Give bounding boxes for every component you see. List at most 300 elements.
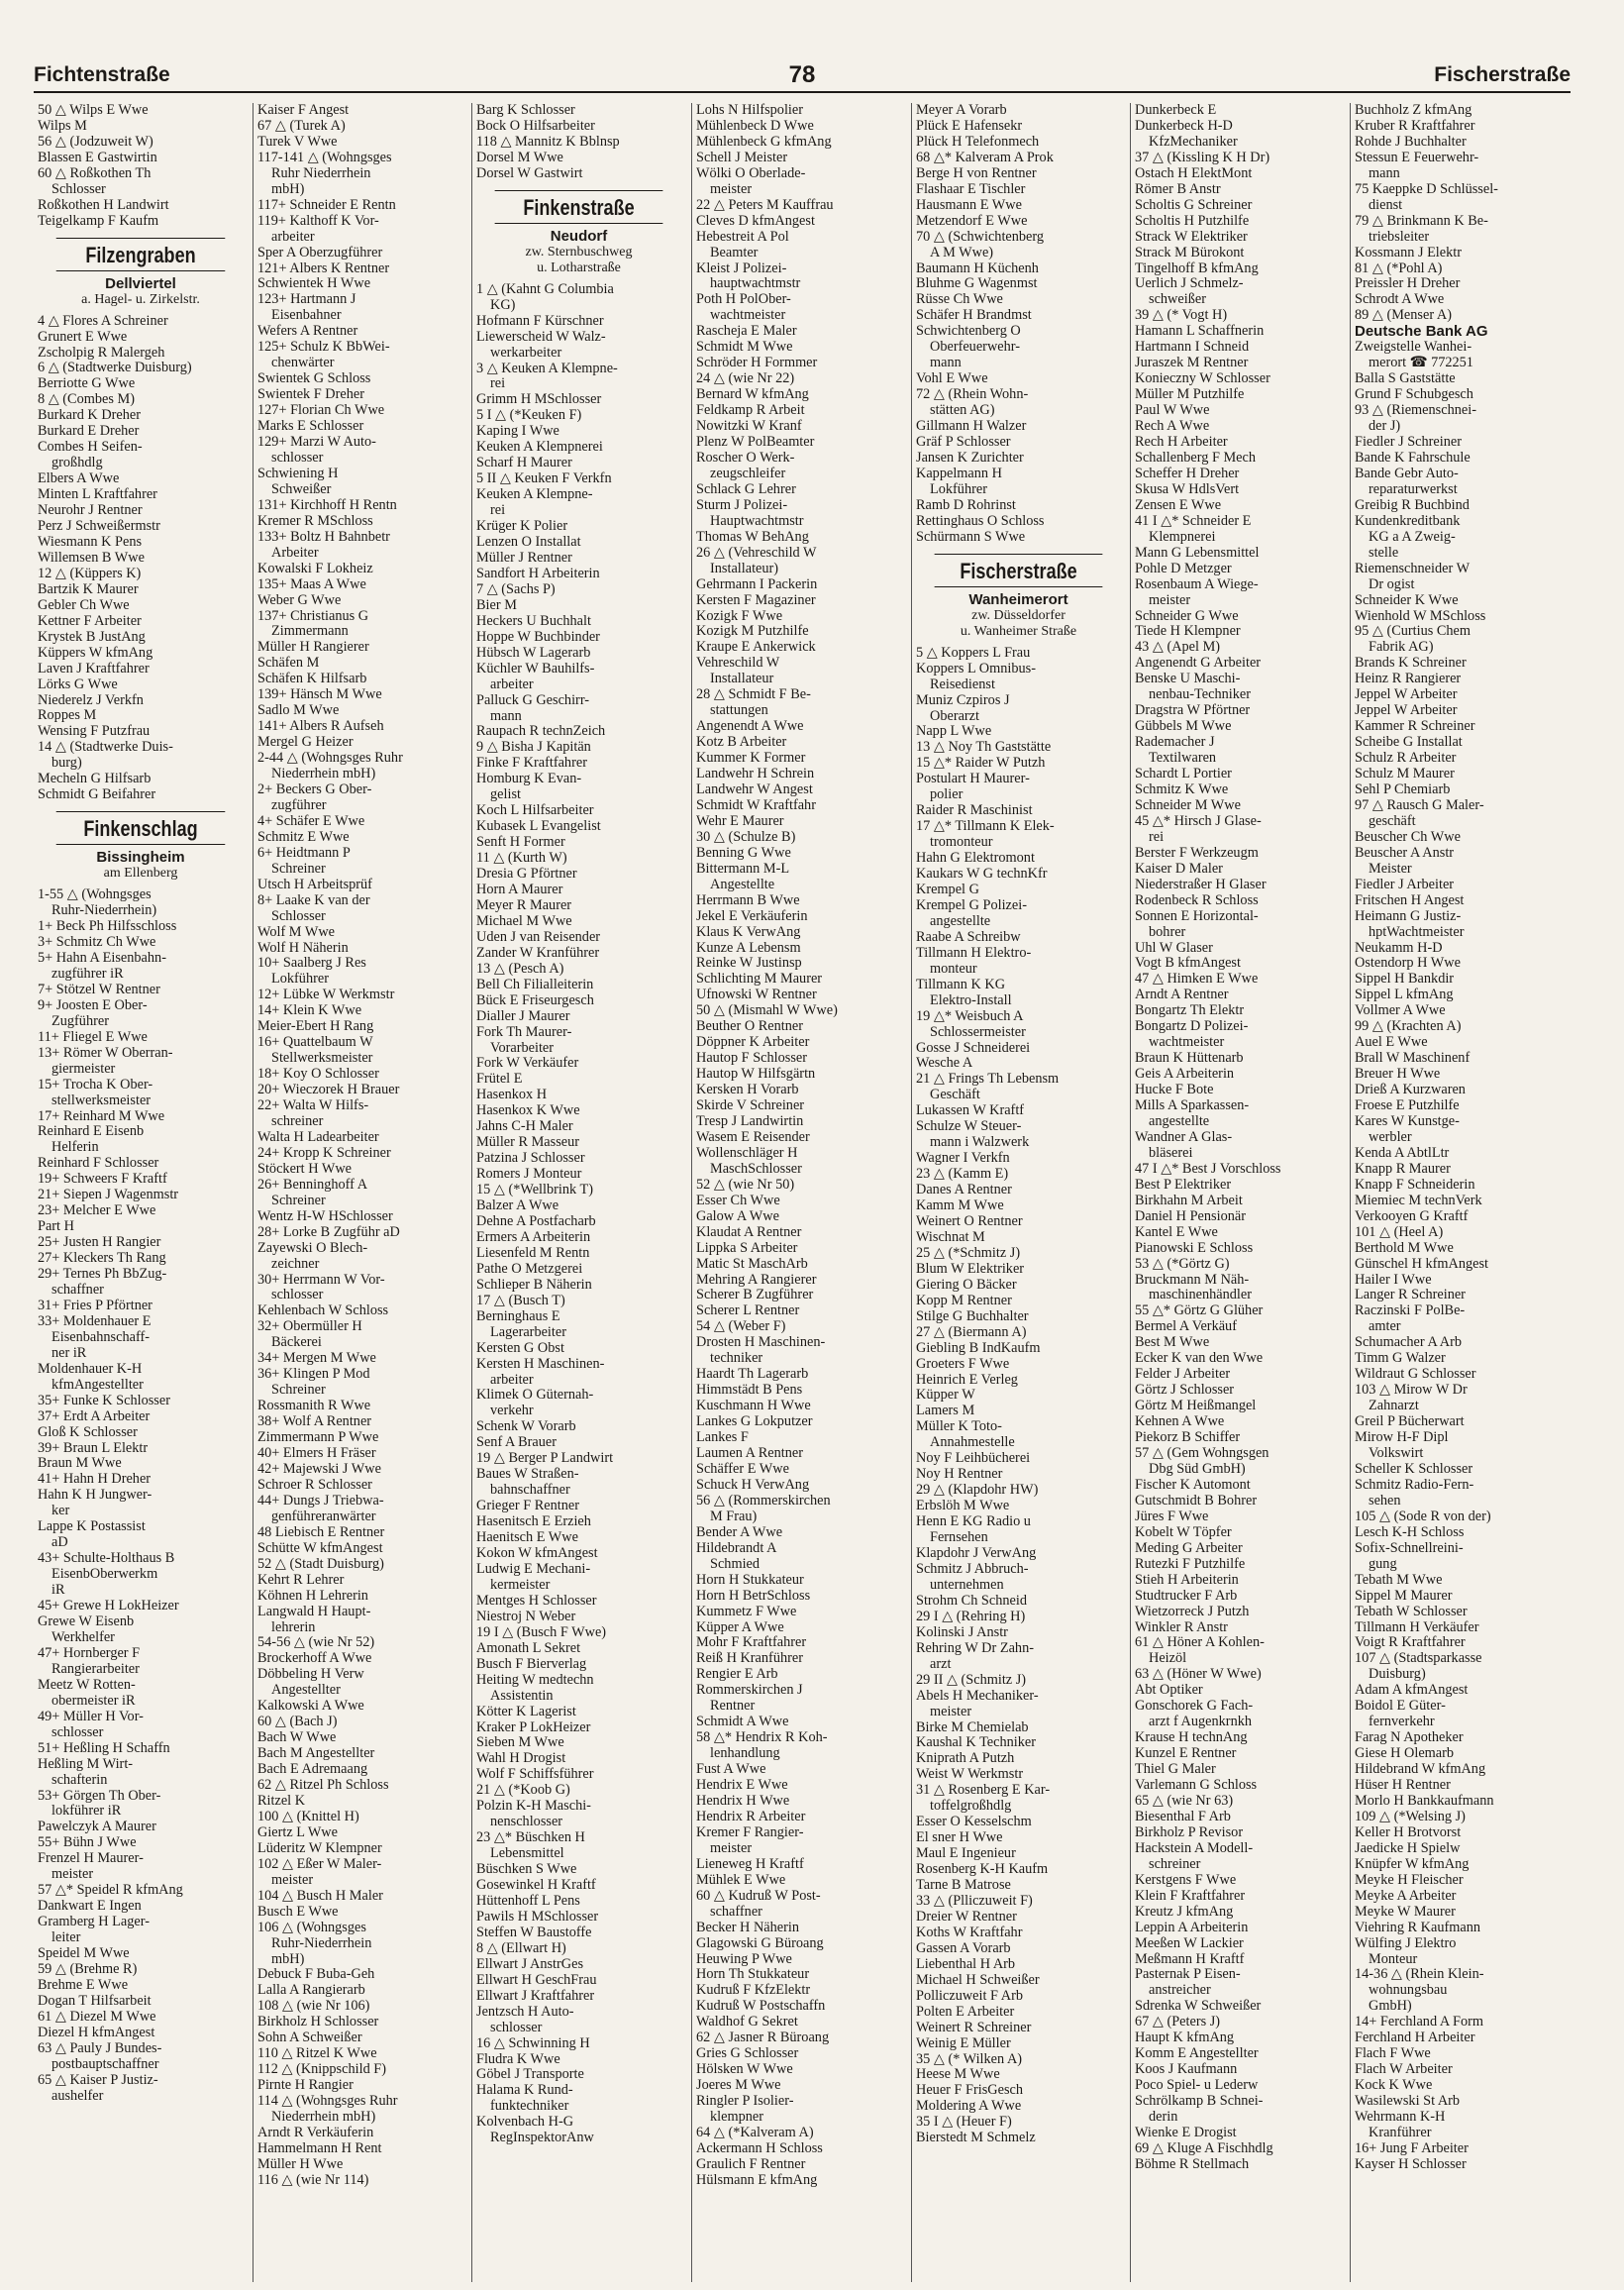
directory-entry: Napp L Wwe [916, 723, 992, 740]
directory-entry: Bach W Wwe [257, 1729, 337, 1746]
directory-entry: Meyke W Maurer [1355, 1903, 1456, 1920]
directory-entry: Jeppel W Arbeiter [1355, 686, 1458, 703]
directory-entry: 89 △ (Menser A) [1355, 307, 1452, 324]
directory-entry: Kowalski F Lokheiz [257, 560, 373, 576]
entry-continuation: großhdlg [51, 455, 103, 471]
entry-continuation: Werkhelfer [51, 1628, 115, 1645]
directory-column-2 [253, 103, 464, 2282]
entry-continuation: verkehr [490, 1403, 534, 1419]
directory-entry: Bock O Hilfsarbeiter [476, 117, 595, 134]
directory-entry: Klapdohr J VerwAng [916, 1545, 1037, 1562]
directory-entry: 29+ Ternes Ph BbZug- [38, 1266, 167, 1283]
directory-entry: Rech A Wwe [1135, 418, 1210, 435]
directory-entry: 34+ Mergen M Wwe [257, 1350, 376, 1367]
directory-entry: 27 △ (Biermann A) [916, 1323, 1027, 1340]
directory-entry: 27+ Kleckers Th Rang [38, 1250, 166, 1267]
directory-entry: 59 △ (Brehme R) [38, 1960, 138, 1977]
directory-entry: Bernard W kfmAng [696, 386, 809, 403]
directory-entry: Kaiser F Angest [257, 103, 350, 118]
entry-continuation: hauptwachtmstr [710, 275, 801, 292]
entry-continuation: Arbeiter [271, 544, 319, 561]
directory-entry: Esser O Kesselschm [916, 1814, 1032, 1830]
directory-entry: Küppers W kfmAng [38, 644, 153, 661]
directory-entry: Lieneweg H Kraftf [696, 1855, 804, 1872]
directory-entry: Neukamm H-D [1355, 939, 1443, 956]
directory-entry: 43+ Schulte-Holthaus B [38, 1550, 175, 1567]
directory-entry: Schlieper B Näherin [476, 1276, 592, 1293]
directory-entry: Arndt A Rentner [1135, 987, 1229, 1003]
directory-entry: Elbers A Wwe [38, 470, 120, 487]
directory-entry: 10+ Saalberg J Res [257, 955, 366, 972]
directory-entry: Matic St MaschArb [696, 1255, 808, 1272]
directory-entry: Wienke E Drogist [1135, 2125, 1237, 2140]
directory-entry: Diezel H kfmAngest [38, 2024, 155, 2040]
directory-entry: Winkler R Anstr [1135, 1618, 1228, 1635]
entry-continuation: leiter [51, 1929, 81, 1946]
directory-entry: Kersten F Magaziner [696, 591, 816, 608]
directory-entry: Lesch K-H Schloss [1355, 1523, 1465, 1540]
directory-entry: Bartzik K Maurer [38, 580, 139, 597]
entry-continuation: Ruhr-Niederrhein) [51, 902, 157, 919]
directory-entry: Scherer B Zugführer [696, 1287, 814, 1303]
directory-entry: Sadlo M Wwe [257, 702, 340, 719]
directory-entry: 5 △ Koppers L Frau [916, 644, 1031, 661]
directory-entry: Rehring W Dr Zahn- [916, 1639, 1034, 1656]
directory-entry: Noy F Leihbücherei [916, 1450, 1031, 1467]
directory-entry: Wasilewski St Arb [1355, 2093, 1461, 2110]
directory-entry: Breuer H Wwe [1355, 1066, 1441, 1083]
directory-entry: 49+ Müller H Vor- [38, 1708, 144, 1724]
entry-continuation: Heizöl [1149, 1650, 1187, 1667]
entry-continuation: obermeister iR [51, 1692, 136, 1709]
directory-entry: 32+ Obermüller H [257, 1318, 362, 1335]
directory-entry: Hamann L Schaffnerin [1135, 323, 1265, 340]
directory-entry: Mecheln G Hilfsarb [38, 771, 152, 787]
directory-entry: 9 △ Bisha J Kapitän [476, 739, 591, 756]
directory-entry: Herrmann B Wwe [696, 891, 800, 908]
directory-entry: Mohr F Kraftfahrer [696, 1634, 807, 1651]
directory-entry: Kettner F Arbeiter [38, 612, 142, 629]
entry-continuation: Schweißer [271, 480, 332, 497]
directory-entry: Fludra K Wwe [476, 2050, 560, 2067]
entry-continuation: anstreicher [1149, 1982, 1211, 1999]
directory-entry: 8 △ (Ellwart H) [476, 1939, 566, 1956]
entry-continuation: arbeiter [271, 228, 315, 245]
directory-entry: 63 △ Pauly J Bundes- [38, 2039, 162, 2056]
directory-entry: Schmitz Radio-Fern- [1355, 1476, 1474, 1493]
directory-entry: Koths W Kraftfahr [916, 1924, 1023, 1940]
entry-continuation: stattungen [710, 702, 768, 719]
directory-entry: Römer B Anstr [1135, 180, 1221, 197]
directory-entry: Schumacher A Arb [1355, 1334, 1463, 1351]
entry-continuation: mann i Walzwerk [930, 1134, 1030, 1151]
directory-entry: Wandner A Glas- [1135, 1128, 1233, 1145]
entry-continuation: lehrerin [271, 1618, 316, 1635]
directory-entry: Krempel G Polizei- [916, 896, 1027, 913]
directory-column-7 [1350, 103, 1562, 2282]
directory-entry: 13+ Römer W Oberran- [38, 1044, 173, 1061]
street-location-note: u. Lotharstraße [537, 260, 621, 275]
directory-entry: Wahl H Drogist [476, 1750, 566, 1767]
entry-continuation: polier [930, 786, 964, 803]
directory-entry: 72 △ (Rhein Wohn- [916, 386, 1029, 403]
directory-entry: 137+ Christianus G [257, 607, 369, 624]
directory-entry: Scharf H Maurer [476, 455, 572, 471]
directory-entry: Hendrix H Wwe [696, 1792, 790, 1809]
directory-column-3 [471, 103, 683, 2282]
entry-continuation: triebsleiter [1369, 228, 1430, 245]
directory-entry: 11+ Fliegel E Wwe [38, 1028, 148, 1045]
directory-entry: 65 △ (wie Nr 63) [1135, 1792, 1234, 1809]
directory-entry: Jentzsch H Auto- [476, 2003, 574, 2020]
directory-entry: 119+ Kalthoff K Vor- [257, 212, 379, 229]
directory-entry: Heuwing P Wwe [696, 1950, 792, 1967]
directory-entry: Stieh H Arbeiterin [1135, 1571, 1239, 1588]
directory-entry: Schwichtenberg O [916, 323, 1021, 340]
directory-entry: Farag N Apotheker [1355, 1729, 1464, 1746]
directory-entry: Brall W Maschinenf [1355, 1050, 1471, 1067]
entry-continuation: Lebensmittel [490, 1845, 564, 1862]
directory-entry: Hahn G Elektromont [916, 850, 1035, 867]
directory-entry: Heinrich E Verleg [916, 1371, 1018, 1388]
directory-entry: Ermers A Arbeiterin [476, 1228, 591, 1245]
directory-entry: Rech H Arbeiter [1135, 434, 1228, 451]
directory-entry: Benning G Wwe [696, 844, 791, 861]
directory-entry: Knüpfer W kfmAng [1355, 1855, 1470, 1872]
directory-entry: 106 △ (Wohngsges [257, 1919, 366, 1935]
directory-entry: 2+ Beckers G Ober- [257, 781, 372, 797]
directory-entry: Schneider M Wwe [1135, 796, 1241, 813]
entry-continuation: tromonteur [930, 834, 993, 851]
entry-continuation: mann [1369, 164, 1400, 181]
directory-entry: 36+ Klingen P Mod [257, 1366, 370, 1383]
directory-entry: Rosenberg K-H Kaufm [916, 1861, 1049, 1878]
directory-entry: Hasenkox K Wwe [476, 1102, 580, 1119]
entry-continuation: wachtmeister [710, 307, 786, 324]
directory-entry: Palluck G Geschirr- [476, 691, 590, 708]
entry-continuation: angestellte [1149, 1113, 1210, 1129]
directory-entry: 22+ Walta W Hilfs- [257, 1097, 369, 1114]
directory-entry: 8+ Laake K van der [257, 891, 370, 908]
directory-entry: Esser Ch Wwe [696, 1192, 780, 1208]
entry-continuation: unternehmen [930, 1576, 1004, 1593]
directory-entry: 42+ Majewski J Wwe [257, 1460, 381, 1477]
directory-entry: Knapp F Schneiderin [1355, 1176, 1475, 1193]
directory-entry: Homburg K Evan- [476, 771, 582, 787]
directory-entry: Giese H Olemarb [1355, 1745, 1455, 1762]
entry-continuation: schlosser [490, 2019, 543, 2035]
directory-entry: 17 △* Tillmann K Elek- [916, 818, 1055, 835]
directory-entry: Blassen E Gastwirtin [38, 149, 157, 165]
entry-continuation: Dr ogist [1369, 575, 1415, 592]
directory-entry: 109 △ (*Welsing J) [1355, 1808, 1466, 1824]
directory-entry: Horn H BetrSchloss [696, 1587, 811, 1604]
directory-entry: Fiedler J Schreiner [1355, 434, 1462, 451]
directory-entry: Weist W Werkmstr [916, 1766, 1024, 1783]
directory-entry: Balla S Gaststätte [1355, 370, 1456, 387]
directory-entry: Schardt L Portier [1135, 766, 1232, 782]
directory-entry: Laven J Kraftfahrer [38, 660, 150, 677]
directory-entry: Weinert R Schreiner [916, 2019, 1032, 2035]
directory-entry: Büschken S Wwe [476, 1861, 577, 1878]
street-title: Finkenschlag [56, 811, 226, 845]
directory-entry: Koos J Kaufmann [1135, 2061, 1238, 2078]
entry-continuation: mbH) [271, 1950, 305, 1967]
directory-entry: Schneider K Wwe [1355, 591, 1459, 608]
directory-entry: Roßkothen H Landwirt [38, 196, 169, 213]
entry-continuation: Oberfeuerwehr- [930, 339, 1020, 356]
entry-continuation: aushelfer [51, 2087, 104, 2104]
directory-entry: Kötter K Lagerist [476, 1703, 576, 1719]
directory-entry: 33+ Moldenhauer E [38, 1312, 152, 1329]
directory-entry: Kerstgens F Wwe [1135, 1871, 1237, 1888]
entry-continuation: iR [51, 1582, 65, 1599]
directory-entry: Bande K Fahrschule [1355, 449, 1471, 466]
directory-entry: Kunze A Lebensm [696, 939, 801, 956]
directory-entry: Flach F Wwe [1355, 2045, 1431, 2062]
directory-entry: Berge H von Rentner [916, 164, 1037, 181]
entry-continuation: Zimmermann [271, 623, 349, 640]
directory-entry: Miemiec M technVerk [1355, 1192, 1482, 1208]
directory-entry: Part H [38, 1218, 74, 1235]
directory-entry: Koch L Hilfsarbeiter [476, 802, 594, 819]
directory-entry: Angenendt G Arbeiter [1135, 655, 1262, 672]
page-header [34, 61, 1571, 93]
entry-continuation: meister [271, 1871, 314, 1888]
directory-entry: Ufnowski W Rentner [696, 987, 817, 1003]
directory-entry: Mühlenbeck D Wwe [696, 117, 814, 134]
street-title: Finkenstraße [495, 190, 663, 224]
directory-entry: Kummer K Former [696, 750, 806, 767]
directory-entry: 75 Kaeppke D Schlüssel- [1355, 180, 1498, 197]
directory-entry: Daniel H Pensionär [1135, 1207, 1246, 1224]
directory-entry: Schäfen M [257, 655, 320, 672]
directory-entry: 131+ Kirchhoff H Rentn [257, 496, 397, 513]
directory-entry: Teigelkamp F Kaufm [38, 212, 159, 229]
directory-entry: Berriotte G Wwe [38, 375, 136, 392]
directory-entry: Kubasek L Evangelist [476, 818, 601, 835]
directory-entry: Bruckmann M Näh- [1135, 1271, 1250, 1288]
directory-entry: Tarne B Matrose [916, 1877, 1011, 1894]
directory-entry: Wolf F Schiffsführer [476, 1766, 594, 1783]
entry-continuation: Bäckerei [271, 1334, 322, 1351]
directory-entry: 7+ Stötzel W Rentner [38, 981, 160, 997]
directory-entry: Weinig E Müller [916, 2034, 1011, 2051]
directory-entry: Kotz B Arbeiter [696, 734, 787, 751]
directory-entry: 19 I △ (Busch F Wwe) [476, 1623, 607, 1640]
directory-entry: 14 △ (Stadtwerke Duis- [38, 739, 173, 756]
directory-entry: Sdrenka W Schweißer [1135, 1998, 1262, 2015]
entry-continuation: Schreiner [271, 860, 326, 877]
directory-entry: Buchholz Z kfmAng [1355, 103, 1472, 118]
directory-entry: Groeters F Wwe [916, 1355, 1010, 1372]
district-name: Neudorf [550, 227, 608, 245]
directory-entry: 6+ Heidtmann P [257, 844, 351, 861]
directory-entry: 18+ Koy O Schlosser [257, 1066, 379, 1083]
directory-entry: Reinke W Justinsp [696, 955, 802, 972]
directory-entry: Tebath W Schlosser [1355, 1603, 1468, 1619]
district-name: Bissingheim [96, 849, 185, 867]
directory-entry: Adam A kfmAngest [1355, 1682, 1469, 1699]
directory-entry: Schwientek H Wwe [257, 275, 371, 292]
directory-entry: Greibig R Buchbind [1355, 496, 1470, 513]
directory-entry: Plenz W PolBeamter [696, 434, 815, 451]
entry-continuation: zugführer iR [51, 965, 124, 982]
entry-continuation: kermeister [490, 1576, 551, 1593]
directory-entry: Wölki O Oberlade- [696, 164, 806, 181]
directory-entry: Froese E Putzhilfe [1355, 1097, 1460, 1114]
entry-continuation: toffelgroßhdlg [930, 1798, 1012, 1815]
directory-entry: 52 △ (Stadt Duisburg) [257, 1555, 384, 1572]
directory-entry: Graulich F Rentner [696, 2155, 806, 2172]
directory-entry: Kokon W kfmAngest [476, 1545, 598, 1562]
entry-continuation: Angestellte [710, 876, 775, 892]
entry-continuation: bläserei [1149, 1144, 1193, 1161]
directory-entry: Meyer R Maurer [476, 896, 572, 913]
directory-entry: 110 △ Ritzel K Wwe [257, 2045, 377, 2062]
street-heading-block [916, 554, 1121, 640]
entry-continuation: schreiner [271, 1113, 324, 1129]
street-title: Filzengraben [56, 238, 226, 271]
entry-continuation: geschäft [1369, 812, 1416, 829]
directory-entry: Brehme E Wwe [38, 1976, 129, 1993]
directory-entry: Poth H PolOber- [696, 291, 791, 308]
directory-entry: Raczinski F PolBe- [1355, 1302, 1466, 1319]
directory-entry: Kolinski J Anstr [916, 1623, 1008, 1640]
entry-continuation: zeichner [271, 1255, 320, 1272]
directory-entry: Müller M Putzhilfe [1135, 386, 1245, 403]
directory-entry: Ostach H ElektMont [1135, 164, 1253, 181]
directory-entry: Zensen E Wwe [1135, 496, 1222, 513]
directory-entry: Abels H Mechaniker- [916, 1687, 1039, 1704]
directory-entry: Schäfer H Brandmst [916, 307, 1032, 324]
directory-entry: Beuscher Ch Wwe [1355, 828, 1461, 845]
entry-continuation: Ruhr-Niederrhein [271, 1934, 372, 1951]
directory-entry: Sehl P Chemiarb [1355, 781, 1451, 797]
directory-entry: 47+ Hornberger F [38, 1644, 141, 1661]
directory-entry: Maul E Ingenieur [916, 1845, 1016, 1862]
directory-entry: Ramb D Rohrinst [916, 496, 1016, 513]
entry-continuation: meister [1149, 591, 1191, 608]
directory-entry: Schwiening H [257, 465, 339, 481]
directory-entry: Bongartz D Polizei- [1135, 1018, 1249, 1035]
entry-continuation: genführeranwärter [271, 1508, 376, 1524]
street-location-note: zw. Düsseldorfer [971, 607, 1066, 623]
directory-entry: Studtrucker F Arb [1135, 1587, 1238, 1604]
directory-entry: Lankes G Lokputzer [696, 1413, 813, 1430]
directory-entry: 139+ Hänsch M Wwe [257, 686, 382, 703]
entry-continuation: dienst [1369, 196, 1403, 213]
directory-entry: Sonnen E Horizontal- [1135, 907, 1259, 924]
directory-entry: Meding G Arbeiter [1135, 1539, 1243, 1556]
directory-entry: Polzin K-H Maschi- [476, 1798, 591, 1815]
directory-entry: Küchler W Bauhilfs- [476, 660, 595, 677]
directory-entry: Günschel H kfmAngest [1355, 1255, 1489, 1272]
directory-entry: Feldkamp R Arbeit [696, 402, 805, 419]
directory-entry: 30+ Herrmann W Vor- [257, 1271, 385, 1288]
directory-entry: Roppes M [38, 707, 97, 724]
entry-continuation: ner iR [51, 1344, 87, 1361]
entry-continuation: Schlosser [51, 180, 106, 197]
directory-entry: Lukassen W Kraftf [916, 1102, 1025, 1119]
directory-entry: Kraker P LokHeizer [476, 1718, 591, 1735]
directory-entry: 60 △ Kudruß W Post- [696, 1887, 821, 1904]
directory-entry: Rommerskirchen J [696, 1682, 803, 1699]
entry-continuation: angestellte [930, 912, 991, 929]
directory-entry: Döbbeling H Verw [257, 1666, 364, 1683]
entry-continuation: techniker [710, 1350, 763, 1367]
directory-entry: Gräf P Schlosser [916, 434, 1011, 451]
directory-entry: 3+ Schmitz Ch Wwe [38, 934, 156, 951]
directory-entry: Voigt R Kraftfahrer [1355, 1634, 1466, 1651]
directory-entry: Meyke H Fleischer [1355, 1871, 1464, 1888]
directory-entry: 35 I △ (Heuer F) [916, 2114, 1012, 2131]
directory-entry: Kehnen A Wwe [1135, 1413, 1225, 1430]
directory-entry: 105 △ (Sode R von der) [1355, 1508, 1491, 1524]
directory-entry: Braun K Hüttenarb [1135, 1050, 1244, 1067]
district-name: Dellviertel [105, 274, 176, 292]
directory-entry: 53+ Görgen Th Ober- [38, 1787, 161, 1804]
directory-entry: Tillmann H Elektro- [916, 944, 1032, 961]
entry-continuation: EisenbOberwerkm [51, 1566, 158, 1583]
entry-continuation: A M Wwe) [930, 244, 994, 260]
directory-entry: 29 △ (Klapdohr HW) [916, 1482, 1039, 1499]
directory-entry: Sippel M Maurer [1355, 1587, 1453, 1604]
directory-entry: Kruber R Kraftfahrer [1355, 117, 1475, 134]
directory-entry: Kozigk M Putzhilfe [696, 623, 809, 640]
directory-entry: Rademacher J [1135, 734, 1215, 751]
directory-entry: 43 △ (Apel M) [1135, 639, 1221, 656]
directory-entry: Landwehr W Angest [696, 781, 813, 797]
directory-entry: Meyke A Arbeiter [1355, 1887, 1457, 1904]
entry-continuation: sehen [1369, 1492, 1401, 1509]
directory-entry: Abt Optiker [1135, 1682, 1203, 1699]
directory-entry: 23+ Melcher E Wwe [38, 1202, 156, 1219]
directory-entry: 48 Liebisch E Rentner [257, 1523, 385, 1540]
directory-entry: Kehrt R Lehrer [257, 1571, 345, 1588]
directory-entry: Müller H Rangierer [257, 639, 369, 656]
directory-entry: Paul W Wwe [1135, 402, 1210, 419]
directory-entry: Berthold M Wwe [1355, 1239, 1454, 1256]
entry-continuation: schlosser [271, 449, 324, 466]
directory-entry: 67 △ (Turek A) [257, 117, 346, 134]
directory-entry: Dreier W Rentner [916, 1908, 1017, 1925]
directory-entry: Wensing F Putzfrau [38, 723, 151, 740]
directory-entry: Ludwig E Mechani- [476, 1560, 591, 1577]
directory-entry: Moldenhauer K-H [38, 1360, 143, 1377]
directory-entry: 17+ Reinhard M Wwe [38, 1107, 165, 1124]
directory-entry: Jaedicke H Spielw [1355, 1839, 1461, 1856]
directory-entry: 12 △ (Küppers K) [38, 565, 142, 581]
directory-entry: Kantel E Wwe [1135, 1223, 1218, 1240]
directory-entry: Flashaar E Tischler [916, 180, 1026, 197]
directory-entry: 15 △ (*Wellbrink T) [476, 1182, 593, 1198]
directory-entry: Keuken A Klempnerei [476, 439, 603, 456]
directory-entry: Beuscher A Anstr [1355, 844, 1455, 861]
directory-entry: Hübsch W Lagerarb [476, 644, 591, 661]
directory-entry: Gutschmidt B Bohrer [1135, 1492, 1258, 1509]
entry-continuation: giermeister [51, 1060, 116, 1077]
directory-entry: Vogt B kfmAngest [1135, 955, 1241, 972]
entry-continuation: Annahmestelle [930, 1434, 1015, 1451]
directory-entry: Lalla A Rangierarb [257, 1982, 365, 1999]
directory-entry: Rossmanith R Wwe [257, 1398, 371, 1414]
directory-entry: 8 △ (Combes M) [38, 391, 135, 408]
entry-continuation: Niederrhein mbH) [271, 2109, 376, 2126]
directory-entry: Fiedler J Arbeiter [1355, 876, 1455, 892]
entry-continuation: Schreiner [271, 1382, 326, 1399]
directory-entry: Tillmann H Verkäufer [1355, 1618, 1479, 1635]
